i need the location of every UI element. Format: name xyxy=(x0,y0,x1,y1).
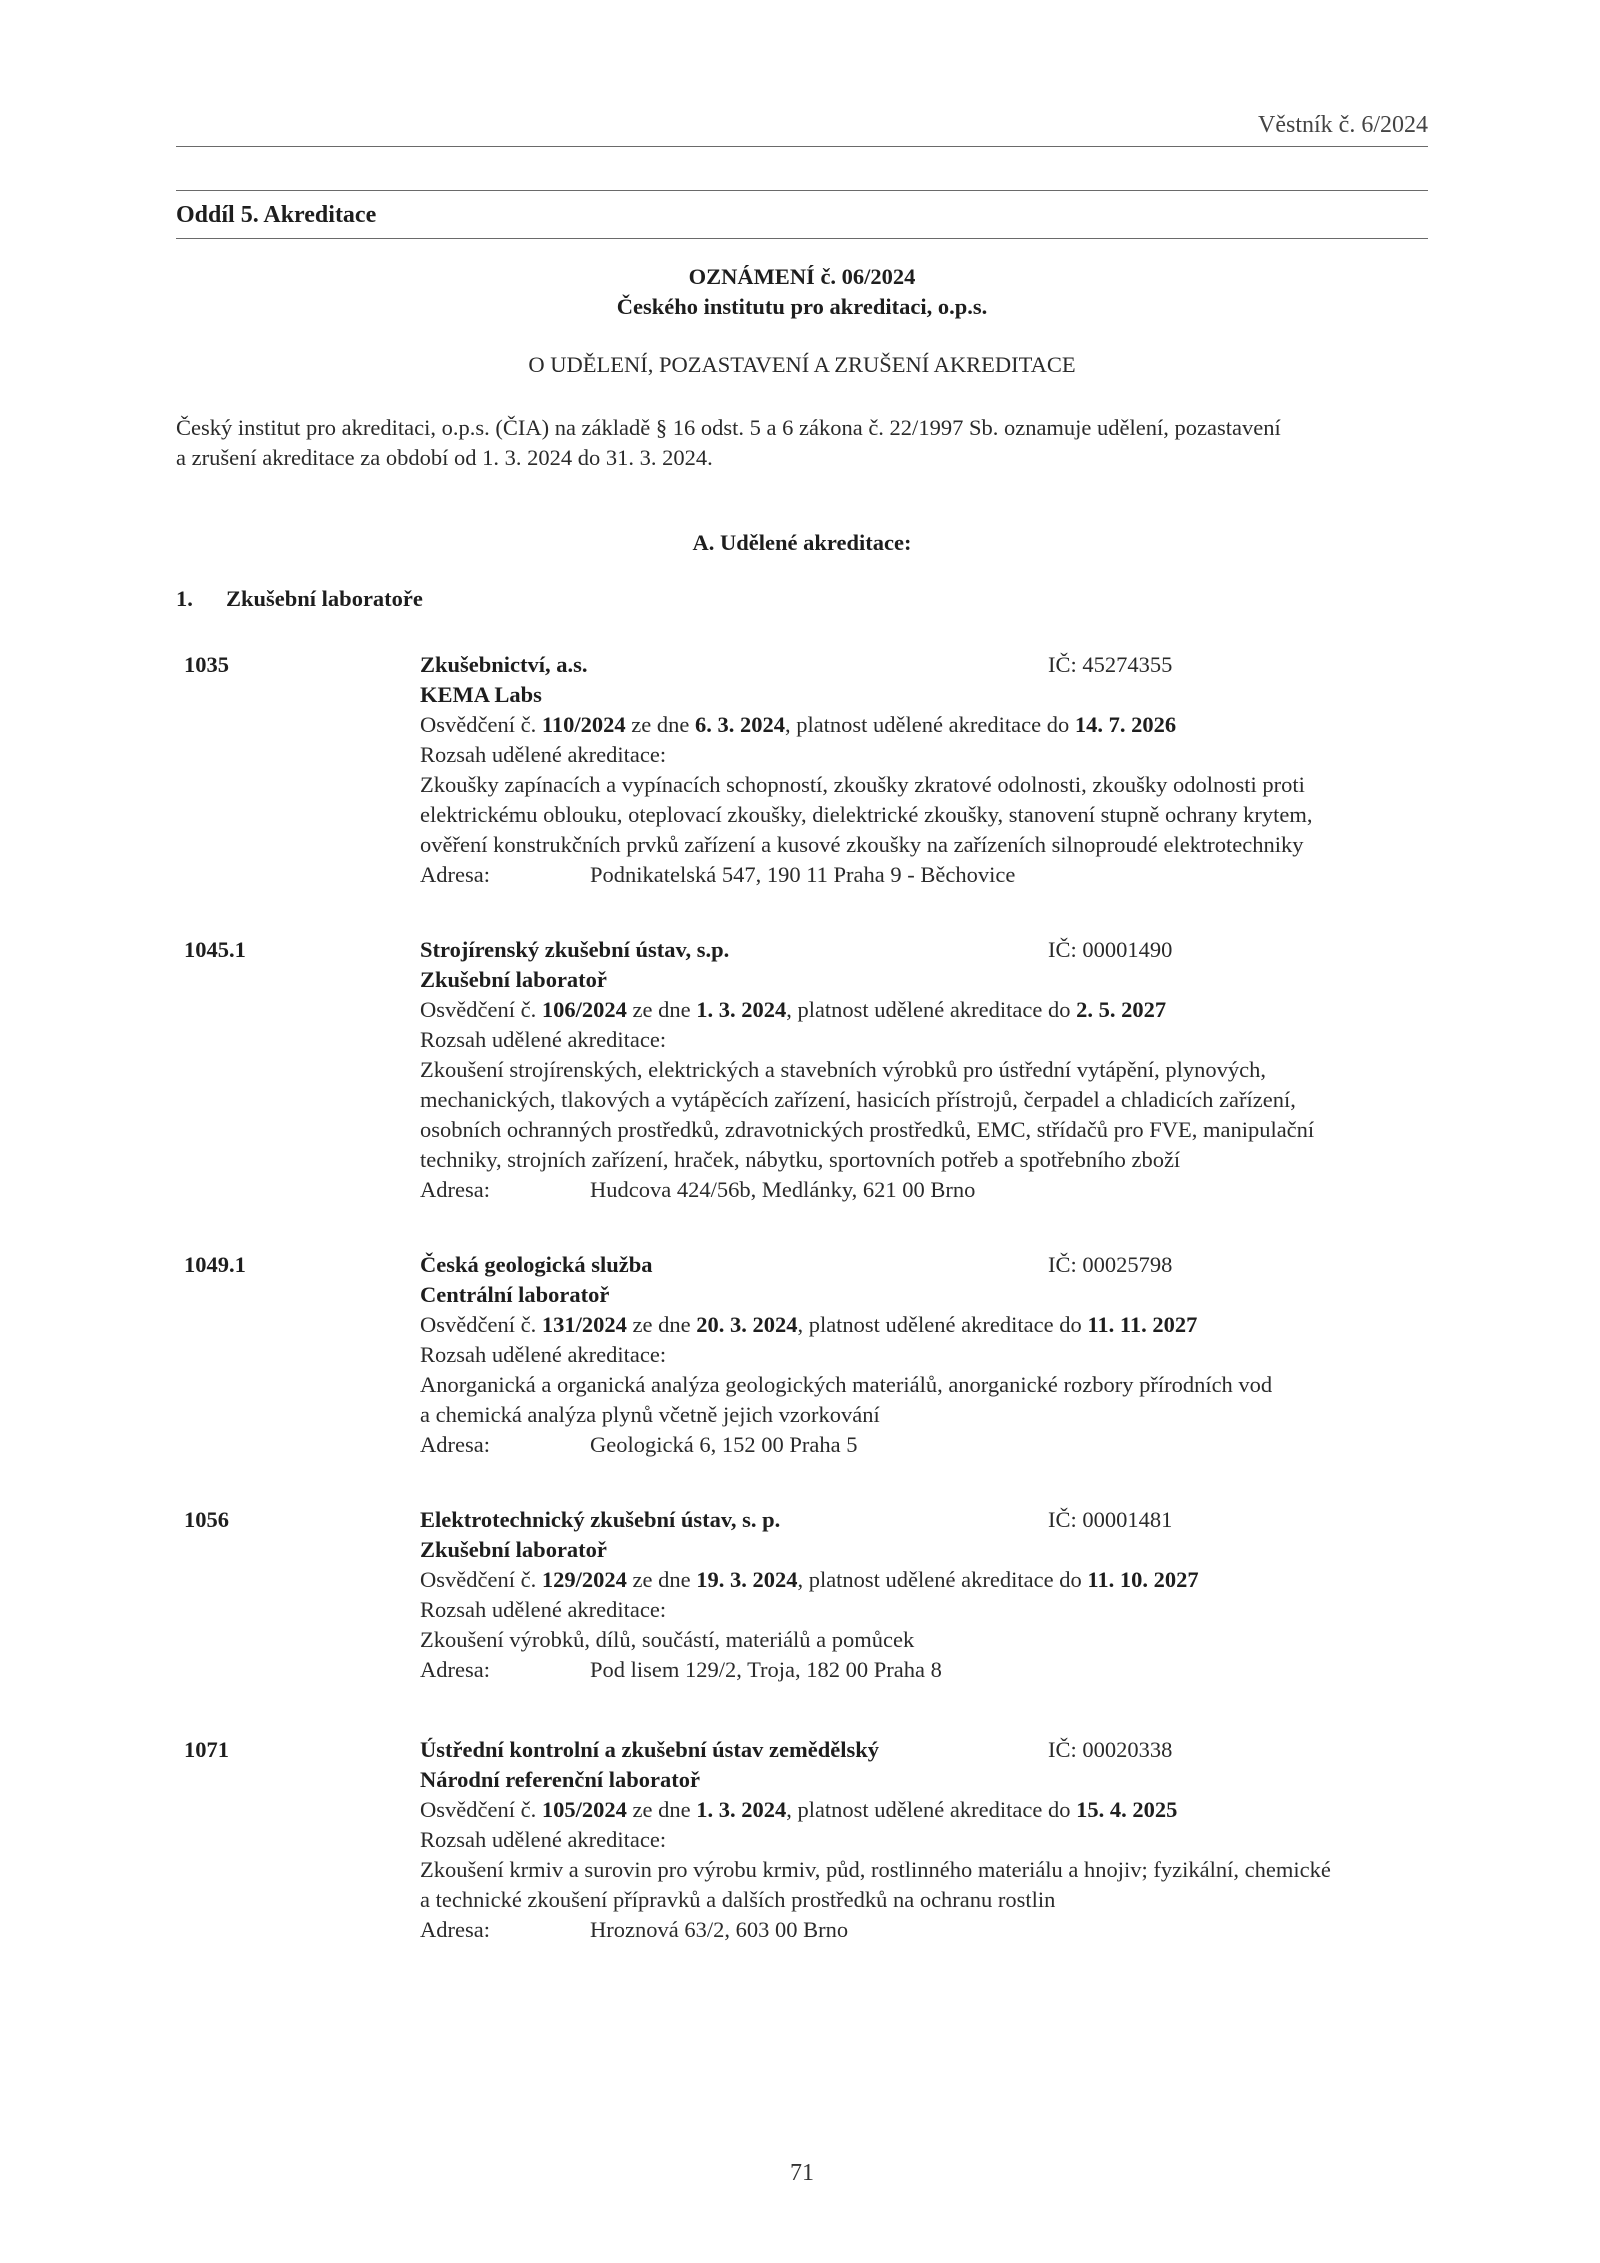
scope-text-line: Zkoušky zapínacích a vypínacích schopností, zkoušky zkratové odolnosti, zkoušky odolnosti proti xyxy=(420,772,1305,797)
scope-label: Rozsah udělené akreditace: xyxy=(420,1827,667,1852)
entry-code: 1049.1 xyxy=(184,1252,246,1277)
company-id: IČ: 00001481 xyxy=(1048,1507,1173,1532)
address-row xyxy=(420,860,1410,890)
dated-label: ze dne xyxy=(626,997,697,1022)
issue-date: 19. 3. 2024 xyxy=(696,1567,798,1592)
dated-label: ze dne xyxy=(626,1797,697,1822)
scope-text-line: Zkoušení výrobků, dílů, součástí, materiálů a pomůcek xyxy=(420,1627,915,1652)
address-label: Adresa: xyxy=(420,1177,490,1202)
company-id: IČ: 45274355 xyxy=(1048,652,1173,677)
part-title: A. Udělené akreditace: xyxy=(692,530,912,555)
address-label: Adresa: xyxy=(420,862,490,887)
address-value: Pod lisem 129/2, Troja, 182 00 Praha 8 xyxy=(590,1657,942,1682)
address-label: Adresa: xyxy=(420,1917,490,1942)
valid-until-date: 11. 11. 2027 xyxy=(1087,1312,1198,1337)
validity-label: , platnost udělené akreditace do xyxy=(797,1567,1088,1592)
notice-intro xyxy=(176,413,1428,473)
company-id: IČ: 00020338 xyxy=(1048,1737,1173,1762)
subsection-title xyxy=(176,586,423,612)
address-row xyxy=(420,1430,1410,1460)
scope-label: Rozsah udělené akreditace: xyxy=(420,1597,667,1622)
scope-text-line: techniky, strojních zařízení, hraček, nábytku, sportovních potřeb a spotřebního zboží xyxy=(420,1147,1181,1172)
validity-label: , platnost udělené akreditace do xyxy=(786,1797,1077,1822)
entry-details xyxy=(420,965,1410,1205)
validity-label: , platnost udělené akreditace do xyxy=(797,1312,1088,1337)
address-label: Adresa: xyxy=(420,1657,490,1682)
entry-code: 1045.1 xyxy=(184,937,246,962)
scope-text-line: osobních ochranných prostředků, zdravotnických prostředků, EMC, střídačů pro FVE, manipulační xyxy=(420,1117,1315,1142)
entry-details xyxy=(420,1765,1410,1945)
certificate-label: Osvědčení č. xyxy=(420,712,542,737)
validity-label: , platnost udělené akreditace do xyxy=(786,997,1077,1022)
scope-text-line: elektrickému oblouku, oteplovací zkoušky, dielektrické zkoušky, stanovení stupně ochrany krytem, xyxy=(420,802,1313,827)
organization-name: Zkušebnictví, a.s. xyxy=(420,652,588,677)
certificate-line xyxy=(420,1565,1410,1595)
laboratory-unit: Národní referenční laboratoř xyxy=(420,1767,700,1792)
journal-header: Věstník č. 6/2024 xyxy=(1258,112,1428,138)
issue-date: 1. 3. 2024 xyxy=(696,1797,787,1822)
valid-until-date: 11. 10. 2027 xyxy=(1087,1567,1199,1592)
organization-name: Česká geologická služba xyxy=(420,1252,653,1277)
section-rule-top xyxy=(176,190,1428,191)
certificate-label: Osvědčení č. xyxy=(420,1797,542,1822)
laboratory-unit: Zkušební laboratoř xyxy=(420,1537,607,1562)
organization-name: Ústřední kontrolní a zkušební ústav zemědělský xyxy=(420,1737,880,1762)
certificate-label: Osvědčení č. xyxy=(420,1567,542,1592)
certificate-number: 131/2024 xyxy=(541,1312,627,1337)
valid-until-date: 2. 5. 2027 xyxy=(1076,997,1167,1022)
dated-label: ze dne xyxy=(626,1312,697,1337)
scope-text-line: Anorganická a organická analýza geologických materiálů, anorganické rozbory přírodních vod xyxy=(420,1372,1273,1397)
address-row xyxy=(420,1655,1410,1685)
laboratory-unit: Centrální laboratoř xyxy=(420,1282,610,1307)
header-rule xyxy=(176,146,1428,147)
certificate-line xyxy=(420,995,1410,1025)
certificate-line xyxy=(420,710,1410,740)
section-rule-bottom xyxy=(176,238,1428,239)
entry-code: 1056 xyxy=(184,1507,229,1532)
company-id: IČ: 00025798 xyxy=(1048,1252,1173,1277)
address-row xyxy=(420,1175,1410,1205)
dated-label: ze dne xyxy=(626,1567,697,1592)
scope-label: Rozsah udělené akreditace: xyxy=(420,1342,667,1367)
notice-intro-line: a zrušení akreditace za období od 1. 3. 2024 do 31. 3. 2024. xyxy=(176,445,713,470)
certificate-number: 110/2024 xyxy=(541,712,626,737)
laboratory-unit: KEMA Labs xyxy=(420,682,542,707)
notice-intro-line: Český institut pro akreditaci, o.p.s. (ČIA) na základě § 16 odst. 5 a 6 zákona č. 22/1997 Sb. oznamuje udělení, pozastavení xyxy=(176,415,1281,440)
scope-text-line: Zkoušení krmiv a surovin pro výrobu krmiv, půd, rostlinného materiálu a hnojiv; fyzikální, chemické xyxy=(420,1857,1331,1882)
certificate-label: Osvědčení č. xyxy=(420,997,542,1022)
valid-until-date: 14. 7. 2026 xyxy=(1074,712,1177,737)
scope-text-line: a chemická analýza plynů včetně jejich vzorkování xyxy=(420,1402,880,1427)
validity-label: , platnost udělené akreditace do xyxy=(784,712,1075,737)
entry-details xyxy=(420,1280,1410,1460)
issue-date: 1. 3. 2024 xyxy=(696,997,787,1022)
page-number: 71 xyxy=(790,2160,814,2186)
certificate-number: 106/2024 xyxy=(541,997,627,1022)
laboratory-unit: Zkušební laboratoř xyxy=(420,967,607,992)
entry-code: 1071 xyxy=(184,1737,229,1762)
notice-number: OZNÁMENÍ č. 06/2024 xyxy=(688,264,916,289)
scope-label: Rozsah udělené akreditace: xyxy=(420,1027,667,1052)
dated-label: ze dne xyxy=(625,712,695,737)
certificate-number: 105/2024 xyxy=(541,1797,627,1822)
organization-name: Strojírenský zkušební ústav, s.p. xyxy=(420,937,730,962)
scope-text-line: ověření konstrukčních prvků zařízení a kusové zkoušky na zařízeních silnoproudé elektrotechniky xyxy=(420,832,1304,857)
entry-details xyxy=(420,680,1410,890)
issue-date: 6. 3. 2024 xyxy=(694,712,785,737)
certificate-label: Osvědčení č. xyxy=(420,1312,542,1337)
address-value: Podnikatelská 547, 190 11 Praha 9 - Běchovice xyxy=(590,862,1016,887)
certificate-number: 129/2024 xyxy=(541,1567,627,1592)
scope-text-line: a technické zkoušení přípravků a dalších prostředků na ochranu rostlin xyxy=(420,1887,1056,1912)
address-row xyxy=(420,1915,1410,1945)
notice-issuer: Českého institutu pro akreditaci, o.p.s. xyxy=(616,294,988,319)
address-value: Hudcova 424/56b, Medlánky, 621 00 Brno xyxy=(590,1177,976,1202)
entry-details xyxy=(420,1535,1410,1685)
certificate-line xyxy=(420,1795,1410,1825)
scope-label: Rozsah udělené akreditace: xyxy=(420,742,667,767)
organization-name: Elektrotechnický zkušební ústav, s. p. xyxy=(420,1507,781,1532)
subsection-number: 1. xyxy=(176,586,193,611)
issue-date: 20. 3. 2024 xyxy=(696,1312,798,1337)
entry-code: 1035 xyxy=(184,652,229,677)
subsection-label: Zkušební laboratoře xyxy=(226,586,423,611)
section-title: Oddíl 5. Akreditace xyxy=(176,202,377,228)
address-label: Adresa: xyxy=(420,1432,490,1457)
company-id: IČ: 00001490 xyxy=(1048,937,1173,962)
scope-text-line: mechanických, tlakových a vytápěcích zařízení, hasicích přístrojů, čerpadel a chladicích zařízení, xyxy=(420,1087,1296,1112)
certificate-line xyxy=(420,1310,1410,1340)
address-value: Hroznová 63/2, 603 00 Brno xyxy=(590,1917,849,1942)
scope-text-line: Zkoušení strojírenských, elektrických a stavebních výrobků pro ústřední vytápění, plynových, xyxy=(420,1057,1267,1082)
valid-until-date: 15. 4. 2025 xyxy=(1076,1797,1178,1822)
address-value: Geologická 6, 152 00 Praha 5 xyxy=(590,1432,858,1457)
notice-subject: O UDĚLENÍ, POZASTAVENÍ A ZRUŠENÍ AKREDITACE xyxy=(528,352,1076,377)
